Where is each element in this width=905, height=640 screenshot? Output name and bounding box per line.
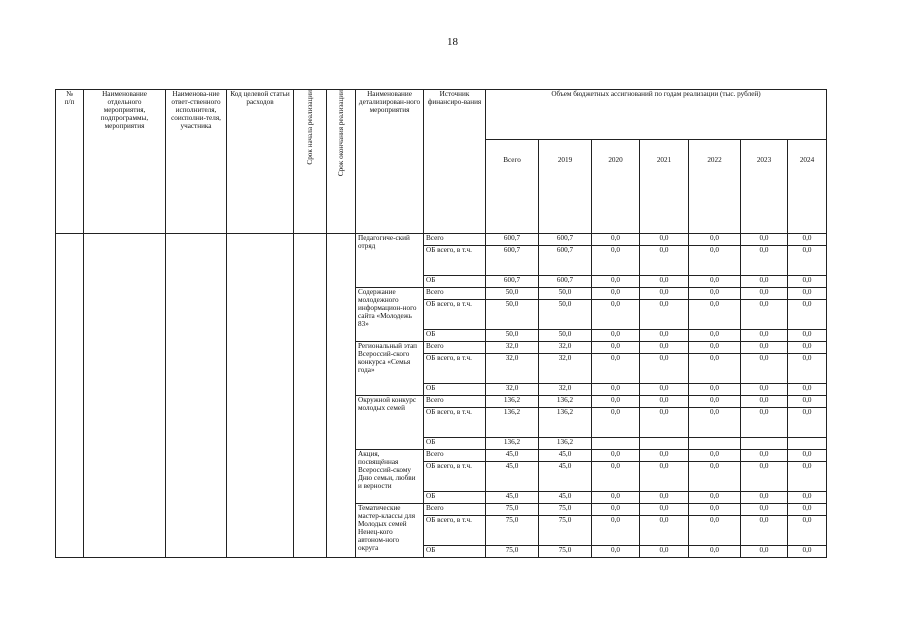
amount-cell: 0,0	[689, 516, 741, 546]
amount-cell: 0,0	[592, 504, 640, 516]
amount-cell: 0,0	[788, 462, 827, 492]
amount-cell: 0,0	[788, 492, 827, 504]
amount-cell: 0,0	[788, 288, 827, 300]
end-cell	[327, 234, 356, 558]
amount-cell	[689, 438, 741, 450]
amount-cell: 0,0	[592, 246, 640, 276]
amount-cell: 45,0	[539, 450, 592, 462]
header-end	[327, 90, 356, 234]
amount-cell: 136,2	[539, 408, 592, 438]
amount-cell: 600,7	[539, 276, 592, 288]
amount-cell: 0,0	[788, 516, 827, 546]
amount-cell: 0,0	[640, 396, 689, 408]
amount-cell: 136,2	[486, 396, 539, 408]
amount-cell: 0,0	[788, 342, 827, 354]
amount-cell: 600,7	[539, 234, 592, 246]
amount-cell: 0,0	[689, 234, 741, 246]
amount-cell: 32,0	[539, 384, 592, 396]
amount-cell: 45,0	[539, 492, 592, 504]
amount-cell: 0,0	[788, 330, 827, 342]
amount-cell	[788, 438, 827, 450]
amount-cell: 0,0	[640, 462, 689, 492]
num-cell	[56, 234, 84, 558]
amount-cell: 136,2	[539, 396, 592, 408]
funding-source: ОБ всего, в т.ч.	[424, 408, 486, 438]
amount-cell: 0,0	[640, 342, 689, 354]
amount-cell: 0,0	[741, 246, 788, 276]
amount-cell: 50,0	[539, 330, 592, 342]
amount-cell: 0,0	[592, 354, 640, 384]
amount-cell: 0,0	[689, 396, 741, 408]
amount-cell: 32,0	[486, 384, 539, 396]
table-body	[56, 234, 827, 558]
amount-cell: 0,0	[689, 384, 741, 396]
amount-cell: 0,0	[689, 546, 741, 558]
amount-cell: 75,0	[486, 504, 539, 516]
funding-source: ОБ	[424, 438, 486, 450]
amount-cell: 75,0	[539, 516, 592, 546]
event-name: Содержание молодежного информацион-ного сайта «Молодежь 83»	[356, 288, 424, 342]
amount-cell: 0,0	[689, 492, 741, 504]
funding-source: Всего	[424, 234, 486, 246]
amount-cell: 0,0	[788, 384, 827, 396]
event-name: Окружной конкурс молодых семей	[356, 396, 424, 450]
amount-cell: 50,0	[486, 300, 539, 330]
event-name: Региональный этап Всероссий-ского конкурса «Семья года»	[356, 342, 424, 396]
amount-cell: 0,0	[788, 504, 827, 516]
amount-cell: 0,0	[741, 546, 788, 558]
amount-cell: 0,0	[788, 234, 827, 246]
funding-source: ОБ всего, в т.ч.	[424, 246, 486, 276]
amount-cell: 136,2	[486, 408, 539, 438]
funding-source: ОБ	[424, 492, 486, 504]
amount-cell: 0,0	[592, 396, 640, 408]
page-number: 18	[447, 36, 458, 48]
amount-cell: 0,0	[592, 384, 640, 396]
header-num: № п/п	[56, 90, 84, 234]
amount-cell: 0,0	[788, 546, 827, 558]
amount-cell: 75,0	[539, 546, 592, 558]
name-cell	[84, 234, 166, 558]
amount-cell: 0,0	[640, 450, 689, 462]
event-name: Акция, посвящённая Всероссий-скому Дню семьи, любви и верности	[356, 450, 424, 504]
amount-cell: 0,0	[640, 354, 689, 384]
amount-cell: 45,0	[486, 462, 539, 492]
amount-cell: 0,0	[788, 300, 827, 330]
header-start	[294, 90, 327, 234]
amount-cell: 0,0	[741, 300, 788, 330]
header-executor: Наименова-ние ответ-ственного исполнителя, соисполни-теля, участника	[166, 90, 227, 234]
amount-cell: 0,0	[592, 462, 640, 492]
amount-cell: 0,0	[640, 276, 689, 288]
amount-cell: 136,2	[539, 438, 592, 450]
amount-cell: 0,0	[689, 246, 741, 276]
start-cell	[294, 234, 327, 558]
year-header: 2022	[689, 140, 741, 234]
amount-cell: 0,0	[640, 330, 689, 342]
amount-cell: 0,0	[640, 546, 689, 558]
amount-cell: 0,0	[640, 246, 689, 276]
year-header: Всего	[486, 140, 539, 234]
amount-cell: 32,0	[486, 342, 539, 354]
amount-cell: 75,0	[486, 516, 539, 546]
funding-source: ОБ	[424, 276, 486, 288]
amount-cell: 50,0	[539, 288, 592, 300]
header-source: Источник финансиро-вания	[424, 90, 486, 234]
amount-cell: 600,7	[486, 276, 539, 288]
amount-cell: 0,0	[592, 276, 640, 288]
amount-cell: 0,0	[689, 462, 741, 492]
amount-cell: 0,0	[689, 408, 741, 438]
funding-source: ОБ	[424, 384, 486, 396]
funding-source: ОБ всего, в т.ч.	[424, 516, 486, 546]
amount-cell: 0,0	[689, 450, 741, 462]
amount-cell: 45,0	[486, 450, 539, 462]
amount-cell: 0,0	[741, 462, 788, 492]
amount-cell: 0,0	[788, 246, 827, 276]
amount-cell: 0,0	[788, 276, 827, 288]
amount-cell: 0,0	[640, 408, 689, 438]
funding-source: ОБ всего, в т.ч.	[424, 462, 486, 492]
amount-cell: 45,0	[539, 462, 592, 492]
executor-cell	[166, 234, 227, 558]
amount-cell: 0,0	[592, 546, 640, 558]
amount-cell: 600,7	[486, 246, 539, 276]
amount-cell: 0,0	[592, 330, 640, 342]
header-budget: Объем бюджетных ассигнований по годам реализации (тыс. рублей)	[486, 90, 827, 140]
amount-cell: 0,0	[640, 288, 689, 300]
amount-cell: 0,0	[640, 516, 689, 546]
amount-cell: 0,0	[741, 276, 788, 288]
amount-cell: 0,0	[741, 288, 788, 300]
amount-cell: 0,0	[741, 342, 788, 354]
amount-cell: 0,0	[592, 408, 640, 438]
amount-cell: 0,0	[640, 384, 689, 396]
amount-cell: 0,0	[741, 492, 788, 504]
amount-cell: 32,0	[539, 354, 592, 384]
event-name: Тематические мастер-классы для Молодых семей Ненец-кого автоном-ного округа	[356, 504, 424, 558]
funding-source: ОБ	[424, 330, 486, 342]
amount-cell: 0,0	[689, 276, 741, 288]
year-header: 2021	[640, 140, 689, 234]
amount-cell: 0,0	[741, 384, 788, 396]
amount-cell: 50,0	[486, 288, 539, 300]
amount-cell: 0,0	[640, 300, 689, 330]
amount-cell: 0,0	[689, 342, 741, 354]
amount-cell: 0,0	[741, 354, 788, 384]
amount-cell: 0,0	[689, 288, 741, 300]
amount-cell: 0,0	[741, 504, 788, 516]
amount-cell: 600,7	[539, 246, 592, 276]
amount-cell: 75,0	[486, 546, 539, 558]
amount-cell	[640, 438, 689, 450]
funding-source: Всего	[424, 396, 486, 408]
amount-cell: 0,0	[788, 396, 827, 408]
header-code: Код целевой статьи расходов	[227, 90, 294, 234]
header-start-label: Срок начала реализации	[305, 90, 314, 165]
amount-cell: 0,0	[689, 300, 741, 330]
header-end-label: Срок окончания реализации	[336, 90, 345, 177]
funding-source: Всего	[424, 342, 486, 354]
amount-cell: 50,0	[486, 330, 539, 342]
header-detail: Наименование детализирован-ного мероприятия	[356, 90, 424, 234]
amount-cell: 0,0	[640, 504, 689, 516]
header-name: Наименование отдельного мероприятия, подпрограммы, мероприятия	[84, 90, 166, 234]
amount-cell: 32,0	[539, 342, 592, 354]
funding-source: Всего	[424, 288, 486, 300]
year-header: 2024	[788, 140, 827, 234]
amount-cell: 600,7	[486, 234, 539, 246]
amount-cell: 0,0	[592, 300, 640, 330]
amount-cell: 0,0	[592, 342, 640, 354]
amount-cell: 0,0	[640, 234, 689, 246]
year-header: 2020	[592, 140, 640, 234]
amount-cell: 0,0	[592, 516, 640, 546]
amount-cell: 0,0	[592, 450, 640, 462]
budget-table	[55, 89, 827, 558]
amount-cell: 0,0	[741, 396, 788, 408]
amount-cell: 0,0	[592, 288, 640, 300]
funding-source: Всего	[424, 504, 486, 516]
amount-cell: 0,0	[689, 354, 741, 384]
amount-cell: 0,0	[788, 408, 827, 438]
funding-source: Всего	[424, 450, 486, 462]
amount-cell: 0,0	[741, 450, 788, 462]
code-cell	[227, 234, 294, 558]
amount-cell: 0,0	[741, 516, 788, 546]
amount-cell: 0,0	[741, 330, 788, 342]
amount-cell: 136,2	[486, 438, 539, 450]
amount-cell: 45,0	[486, 492, 539, 504]
amount-cell: 0,0	[741, 234, 788, 246]
funding-source: ОБ	[424, 546, 486, 558]
year-header: 2019	[539, 140, 592, 234]
amount-cell	[741, 438, 788, 450]
amount-cell: 0,0	[640, 492, 689, 504]
amount-cell	[592, 438, 640, 450]
amount-cell: 0,0	[592, 234, 640, 246]
funding-source: ОБ всего, в т.ч.	[424, 300, 486, 330]
table-row	[56, 234, 827, 246]
amount-cell: 0,0	[689, 504, 741, 516]
amount-cell: 0,0	[689, 330, 741, 342]
amount-cell: 0,0	[788, 354, 827, 384]
funding-source: ОБ всего, в т.ч.	[424, 354, 486, 384]
event-name: Педагогиче-ский отряд	[356, 234, 424, 288]
amount-cell: 0,0	[592, 492, 640, 504]
year-header: 2023	[741, 140, 788, 234]
amount-cell: 0,0	[741, 408, 788, 438]
amount-cell: 50,0	[539, 300, 592, 330]
amount-cell: 0,0	[788, 450, 827, 462]
amount-cell: 75,0	[539, 504, 592, 516]
amount-cell: 32,0	[486, 354, 539, 384]
